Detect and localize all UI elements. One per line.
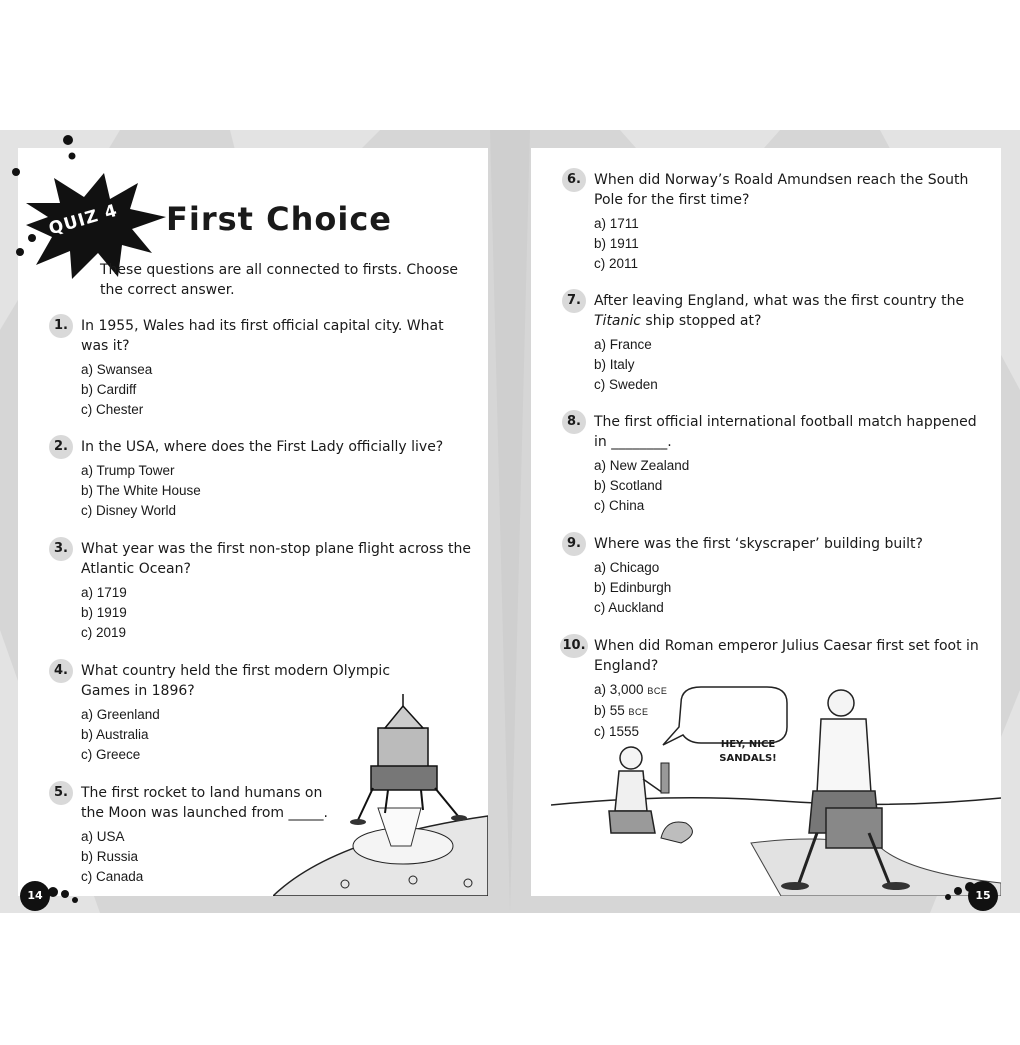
question-number: 6. xyxy=(562,168,586,192)
answer-option[interactable]: c) Disney World xyxy=(81,503,177,518)
question-number: 9. xyxy=(562,532,586,556)
answer-option[interactable]: c) 2011 xyxy=(594,256,639,271)
question-number: 3. xyxy=(49,537,73,561)
answer-option[interactable]: b) The White House xyxy=(81,483,201,498)
question-2 xyxy=(54,437,471,521)
question-text: When did Roman emperor Julius Caesar first set foot in England? xyxy=(594,638,979,674)
question-9 xyxy=(567,534,984,618)
answer-option[interactable]: a) Chicago xyxy=(594,560,660,575)
answer-option[interactable]: c) China xyxy=(594,498,645,513)
question-7 xyxy=(567,291,984,395)
question-text: When did Norway’s Roald Amundsen reach the South Pole for the first time? xyxy=(594,172,969,208)
question-text: Where was the first ‘skyscraper’ building built? xyxy=(594,536,923,552)
option-value: b) 55 xyxy=(594,703,625,718)
page-title: First Choice xyxy=(166,200,392,238)
question-text: What country held the first modern Olympic Games in 1896? xyxy=(81,663,391,699)
answer-option[interactable]: c) 2019 xyxy=(81,625,127,640)
quiz-tag: QUIZ 4 xyxy=(46,200,121,240)
question-1 xyxy=(54,316,471,420)
question-text: In 1955, Wales had its first official capital city. What was it? xyxy=(81,318,444,354)
answer-option[interactable]: a) USA xyxy=(81,829,125,844)
option-era: BCE xyxy=(647,686,668,696)
answer-option[interactable]: a) Trump Tower xyxy=(81,463,175,478)
ship-name: Titanic xyxy=(594,313,641,329)
question-number: 4. xyxy=(49,659,73,683)
answer-option[interactable]: b) Scotland xyxy=(594,478,663,493)
decorative-dots-top-left xyxy=(10,130,80,260)
question-text: In the USA, where does the First Lady officially live? xyxy=(81,439,444,455)
question-text: What year was the first non-stop plane flight across the Atlantic Ocean? xyxy=(81,541,471,577)
page-number: 14 xyxy=(20,881,50,911)
answer-option[interactable]: c) Sweden xyxy=(594,377,658,392)
option-value: c) 1555 xyxy=(594,724,640,739)
caesar-beach-illustration xyxy=(551,683,1001,896)
answer-option[interactable]: a) New Zealand xyxy=(594,458,690,473)
speech-bubble-text: HEY, NICE SANDALS! xyxy=(719,739,777,764)
lunar-lander-illustration xyxy=(273,688,488,896)
answer-option[interactable]: b) 1919 xyxy=(81,605,127,620)
question-text-part: After leaving England, what was the first country the xyxy=(594,293,965,309)
question-6 xyxy=(567,170,984,274)
answer-option[interactable]: b) Edinburgh xyxy=(594,580,672,595)
page-number: 15 xyxy=(968,881,998,911)
intro-text: These questions are all connected to firsts. Choose the correct answer. xyxy=(100,262,459,298)
left-page xyxy=(18,148,488,902)
answer-option[interactable]: a) 1719 xyxy=(81,585,127,600)
answer-option[interactable]: a) Greenland xyxy=(81,707,160,722)
answer-option[interactable]: b) Italy xyxy=(594,357,635,372)
question-3 xyxy=(54,539,471,643)
question-text: The first rocket to land humans on the Moon was launched from _____. xyxy=(81,785,328,821)
right-page xyxy=(531,148,1001,902)
question-number: 8. xyxy=(562,410,586,434)
question-number: 2. xyxy=(49,435,73,459)
book-spread xyxy=(0,130,1020,913)
option-era: BCE xyxy=(628,707,649,717)
answer-option[interactable]: b) 1911 xyxy=(594,236,639,251)
answer-option[interactable]: a) 1711 xyxy=(594,216,639,231)
answer-option[interactable]: a) France xyxy=(594,337,652,352)
question-text: The first official international football match happened in ________. xyxy=(594,414,977,450)
question-text-part: ship stopped at? xyxy=(640,313,762,329)
option-value: a) 3,000 xyxy=(594,682,644,697)
answer-option[interactable]: a) Swansea xyxy=(81,362,153,377)
answer-option[interactable]: c) Canada xyxy=(81,869,144,884)
answer-option[interactable]: c) Chester xyxy=(81,402,144,417)
answer-option[interactable]: c) Auckland xyxy=(594,600,664,615)
question-text xyxy=(594,291,984,331)
answer-option[interactable]: b) Australia xyxy=(81,727,149,742)
question-8 xyxy=(567,412,984,516)
answer-option[interactable]: c) Greece xyxy=(81,747,141,762)
question-number: 7. xyxy=(562,289,586,313)
question-number: 5. xyxy=(49,781,73,805)
question-number: 10. xyxy=(560,634,588,658)
answer-option[interactable]: b) Russia xyxy=(81,849,139,864)
decorative-dots-bottom-left xyxy=(45,880,85,910)
question-number: 1. xyxy=(49,314,73,338)
answer-option[interactable]: b) Cardiff xyxy=(81,382,137,397)
decorative-dots-bottom-right xyxy=(938,875,978,905)
